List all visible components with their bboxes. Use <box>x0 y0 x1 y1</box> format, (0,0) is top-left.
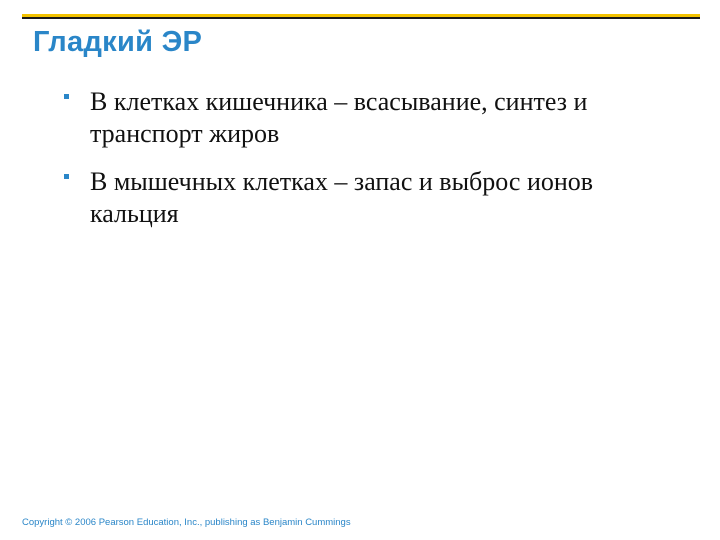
slide-title: Гладкий ЭР <box>33 26 203 58</box>
copyright-footer: Copyright © 2006 Pearson Education, Inc., publishing as Benjamin Cummings <box>22 517 351 528</box>
bullet-text-intestine: В клетках кишечника – всасывание, синтез и транспорт жиров <box>90 87 588 148</box>
header-rule-black <box>22 17 700 19</box>
square-bullet-icon <box>64 174 69 179</box>
bullet-item-intestine <box>62 86 682 150</box>
bullet-item-muscle <box>62 166 682 230</box>
bullet-list <box>62 86 682 246</box>
square-bullet-icon <box>64 94 69 99</box>
bullet-text-muscle: В мышечных клетках – запас и выброс ионов кальция <box>90 167 594 228</box>
